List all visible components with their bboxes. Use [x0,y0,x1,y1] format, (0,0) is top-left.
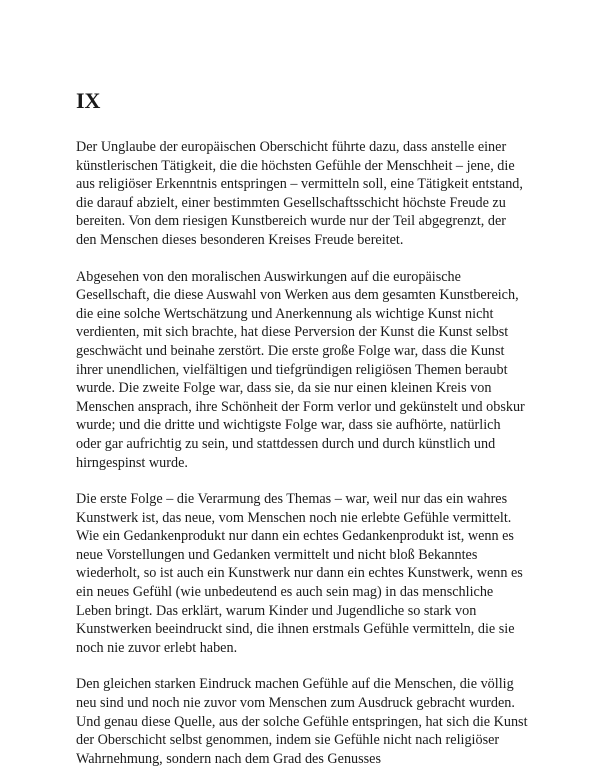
paragraph-2: Abgesehen von den moralischen Auswirkungen auf die europäische Gesellschaft, die diese Auswahl von Werken aus dem gesamten Kunstbereich, die eine solche Wertschätzung und Anerkennung als wichtige Kunst nicht verdienten, mit sich brachte, hat diese Perversion der Kunst die Kunst selbst geschwächt und beinahe zerstört. Die erste große Folge war, dass die Kunst ihrer unendlichen, vielfältigen und tiefgründigen religiösen Themen beraubt wurde. Die zweite Folge war, dass sie, da sie nur einen kleinen Kreis von Menschen ansprach, ihre Schönheit der Form verlor und gekünstelt und obskur wurde; und die dritte und wichtigste Folge war, dass sie aufhörte, natürlich oder gar aufrichtig zu sein, und stattdessen durch und durch künstlich und hirngespinst wurde. [76,268,525,471]
paragraph-1: Der Unglaube der europäischen Oberschicht führte dazu, dass anstelle einer künstlerischen Tätigkeit, die die höchsten Gefühle der Menschheit – jene, die aus religiöser Erkenntnis entspringen – vermitteln soll, eine Tätigkeit entstand, die darauf abzielt, einer bestimmten Gesellschaftsschicht höchste Freude zu bereiten. Von dem riesigen Kunstbereich wurde nur der Teil abgegrenzt, der den Menschen dieses besonderen Kreises Freude bereitet. [76,139,523,248]
paragraph-3: Die erste Folge – die Verarmung des Themas – war, weil nur das ein wahres Kunstwerk ist, das neue, vom Menschen noch nie erlebte Gefühle vermittelt. Wie ein Gedankenprodukt nur dann ein echtes Gedankenprodukt ist, wenn es neue Vorstellungen und Gedanken vermittelt und nicht bloß Bekanntes wiederholt, so ist auch ein Kunstwerk nur dann ein echtes Kunstwerk, wenn es ein neues Gefühl (wie unbedeutend es auch sein mag) in das menschliche Leben bringt. Das erklärt, warum Kinder und Jugendliche so stark von Kunstwerken beeindruckt sind, die ihnen erstmals Gefühle vermitteln, die sie noch nie zuvor erlebt haben. [76,491,523,656]
paragraph-4: Den gleichen starken Eindruck machen Gefühle auf die Menschen, die völlig neu sind und noch nie zuvor vom Menschen zum Ausdruck gebracht wurden. Und genau diese Quelle, aus der solche Gefühle entspringen, hat sich die Kunst der Oberschicht selbst genommen, indem sie Gefühle nicht nach religiöser Wahrnehmung, sondern nach dem Grad des Genusses [76,676,528,767]
chapter-heading: IX [76,88,101,113]
